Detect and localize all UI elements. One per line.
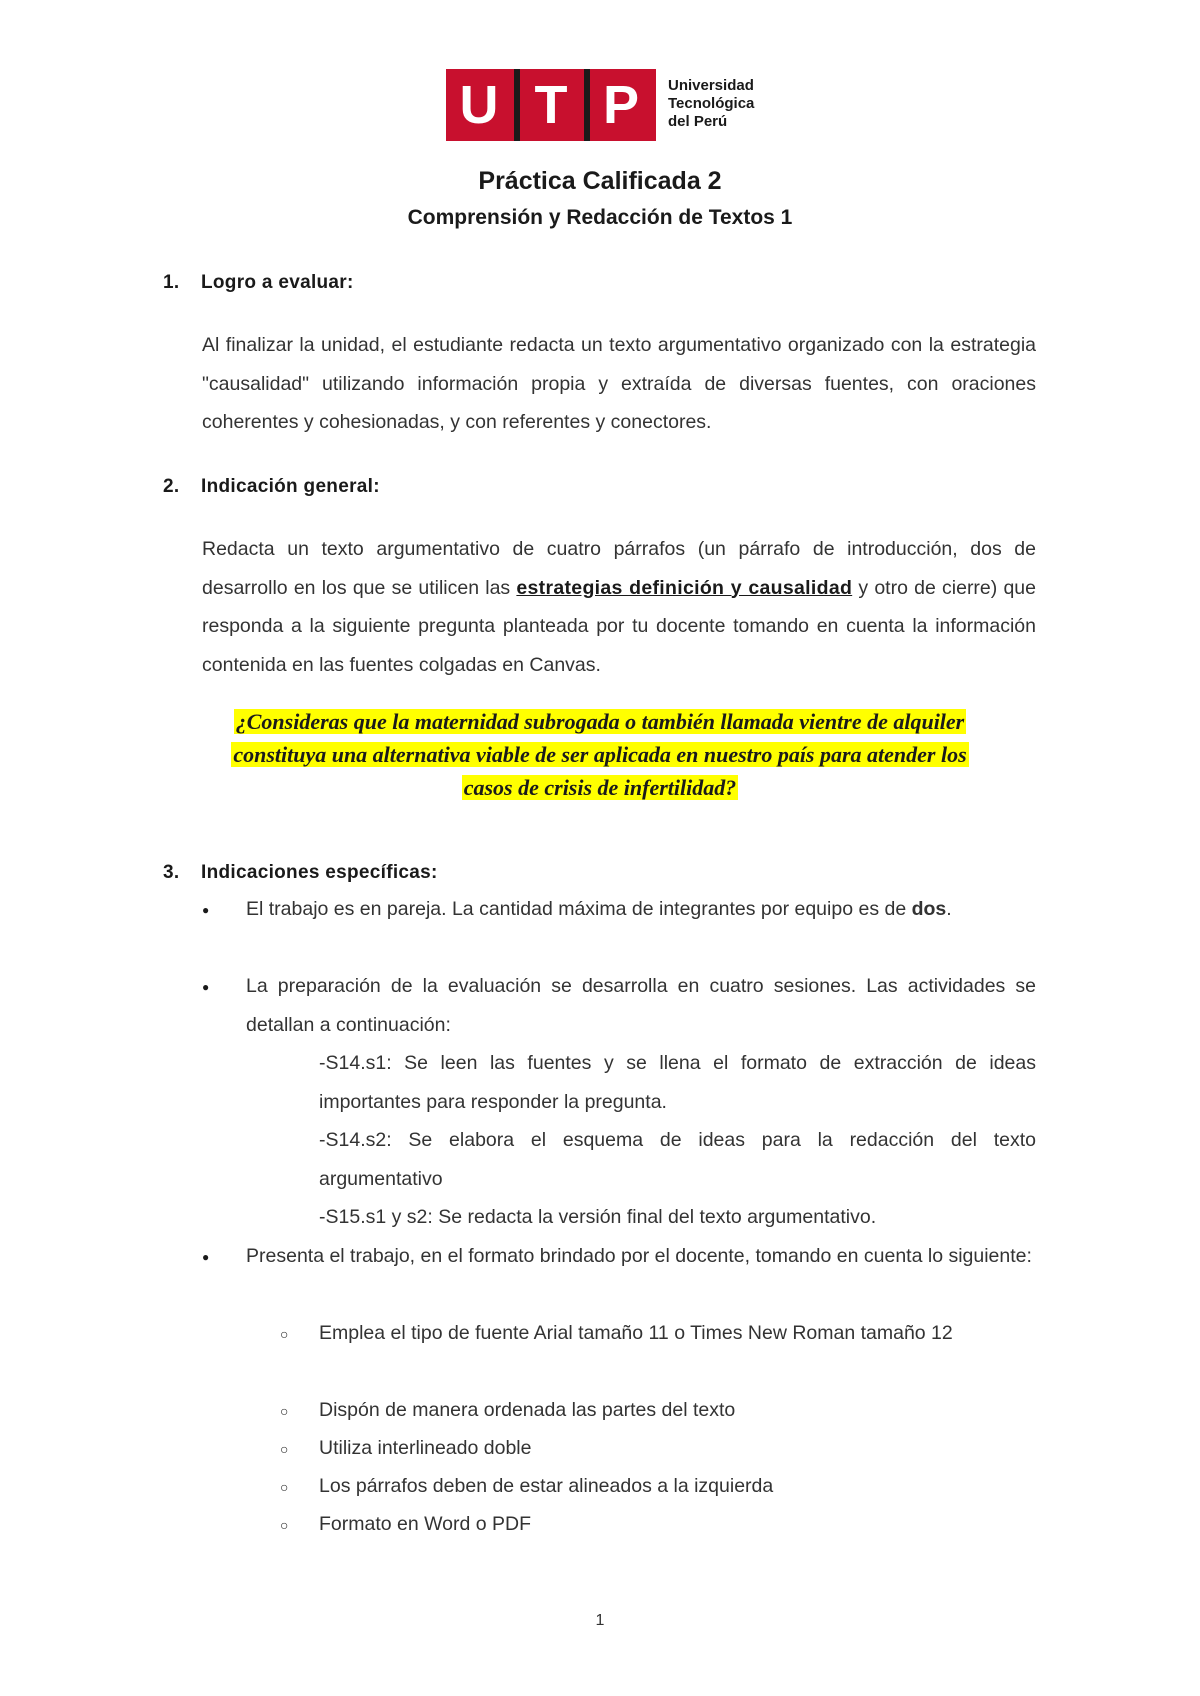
format-item: Los párrafos deben de estar alineados a la izquierda (319, 1475, 774, 1497)
section-2-heading (163, 476, 380, 498)
circle-bullet-icon: ○ (280, 1517, 289, 1533)
question-line: constituya una alternativa viable de ser aplicada en nuestro país para atender los (233, 742, 967, 767)
utp-logo (446, 69, 768, 141)
bullet-icon: ● (202, 903, 210, 917)
bullet-text: . (946, 898, 952, 920)
format-item: Emplea el tipo de fuente Arial tamaño 11 o Times New Roman tamaño 12 (319, 1322, 953, 1344)
bullet-item (246, 890, 1036, 929)
logo-separator (584, 69, 590, 141)
section-heading-text: Logro a evaluar: (201, 272, 354, 293)
section-1-paragraph: Al finalizar la unidad, el estudiante redacta un texto argumentativo organizado con la estrategia "causalidad" utilizando información propia y extraída de diversas fuentes, con oraciones coherentes y cohesionadas, y con referentes y conectores. (202, 334, 1036, 433)
format-item: Formato en Word o PDF (319, 1513, 532, 1535)
session-item: -S14.s1: Se leen las fuentes y se llena el formato de extracción de ideas importantes para responder la pregunta. (319, 1052, 1036, 1113)
page-title: Práctica Calificada 2 (478, 167, 722, 195)
bullet-text: El trabajo es en pareja. La cantidad máxima de integrantes por equipo es de (246, 898, 912, 920)
format-item: Utiliza interlineado doble (319, 1437, 532, 1459)
paragraph-text: Redacta un texto argumentativo de cuatro párrafos (un párrafo de introducción, dos de desarrollo en los que se utilicen las (202, 538, 1036, 599)
page-subtitle: Comprensión y Redacción de Textos 1 (407, 206, 793, 229)
section-number: 3. (163, 862, 180, 883)
section-heading-text: Indicación general: (201, 476, 380, 497)
bullet-icon: ● (202, 980, 210, 994)
logo-wordmark (668, 77, 778, 131)
paragraph-text: y otro de cierre) que responda a la siguiente pregunta planteada por tu docente tomando en cuenta la información contenida en las fuentes colgadas en Canvas. (202, 576, 1037, 676)
logo-line: Tecnológica (668, 95, 755, 112)
logo-separator (514, 69, 520, 141)
section-2-paragraph (202, 530, 1036, 684)
question-line: ¿Consideras que la maternidad subrogada o también llamada vientre de alquiler (235, 709, 965, 734)
emphasized-text: estrategias definición y causalidad (516, 576, 853, 599)
bullet-item: La preparación de la evaluación se desarrolla en cuatro sesiones. Las actividades se detallan a continuación: (246, 975, 1036, 1036)
section-1-heading (163, 272, 354, 294)
question-line: casos de crisis de infertilidad? (463, 775, 737, 800)
circle-bullet-icon: ○ (280, 1403, 289, 1419)
section-number: 2. (163, 476, 180, 497)
circle-bullet-icon: ○ (280, 1326, 289, 1342)
session-item: -S15.s1 y s2: Se redacta la versión final del texto argumentativo. (319, 1206, 877, 1228)
circle-bullet-icon: ○ (280, 1441, 289, 1457)
bold-text: dos (911, 898, 947, 920)
page-number: 1 (595, 1612, 605, 1629)
logo-letter-u: U (459, 75, 499, 135)
circle-bullet-icon: ○ (280, 1479, 289, 1495)
highlighted-question (150, 705, 1050, 804)
logo-letter-t: T (534, 75, 568, 135)
bullet-item: Presenta el trabajo, en el formato brindado por el docente, tomando en cuenta lo siguiente: (246, 1245, 1032, 1267)
section-heading-text: Indicaciones específicas: (201, 862, 438, 883)
section-3-heading (163, 862, 438, 884)
logo-line: del Perú (668, 113, 728, 130)
bullet-icon: ● (202, 1250, 210, 1264)
logo-letter-p: P (602, 75, 640, 135)
logo-line: Universidad (668, 77, 754, 94)
format-item: Dispón de manera ordenada las partes del texto (319, 1399, 736, 1421)
session-item: -S14.s2: Se elabora el esquema de ideas para la redacción del texto argumentativo (319, 1129, 1036, 1190)
section-number: 1. (163, 272, 180, 293)
